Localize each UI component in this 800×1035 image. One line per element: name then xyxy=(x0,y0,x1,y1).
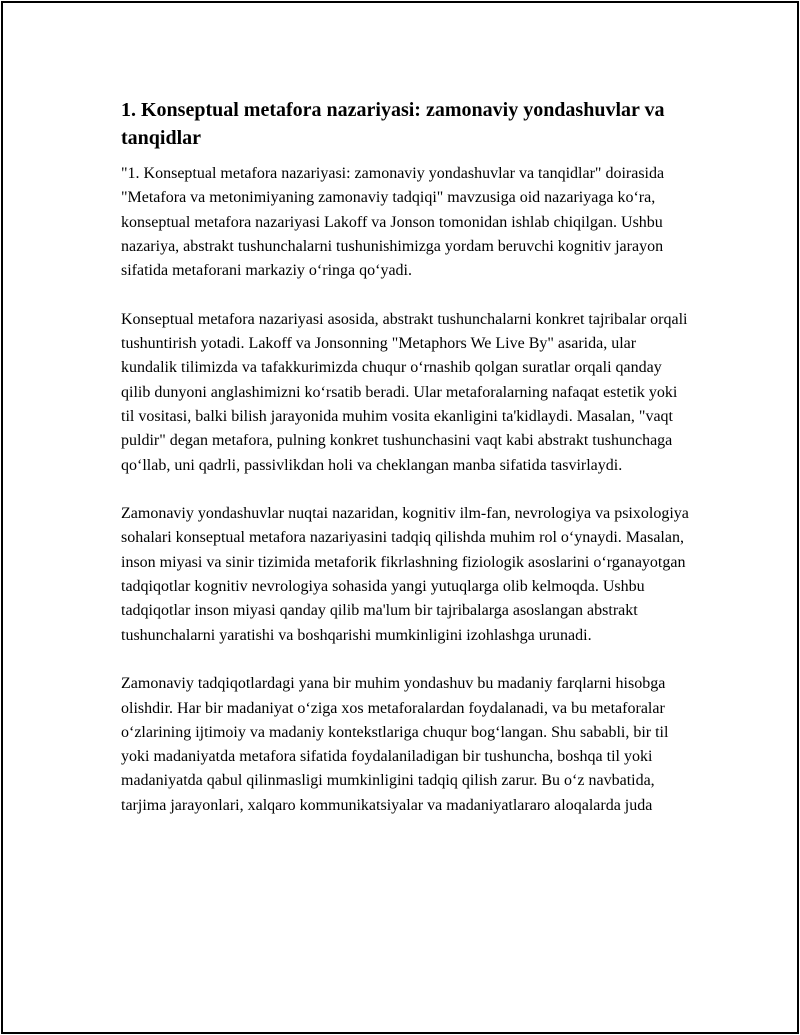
paragraph-3: Zamonaviy yondashuvlar nuqtai nazaridan, kognitiv ilm-fan, nevrologiya va psixologiya sohalari konseptual metafora nazariyasini tadqiq qilishda muhim rol o‘ynaydi. Masalan, inson miyasi va sinir tizimida metaforik fikrlashning fiziologik asoslarini o‘rganayotgan tadqiqotlar kognitiv nevrologiya sohasida yangi yutuqlarga olib kelmoqda. Ushbu tadqiqotlar inson miyasi qanday qilib ma'lum bir tajribalarga asoslangan abstrakt tushunchalarni yaratishi va boshqarishi mumkinligini izohlashga urunadi. xyxy=(121,505,689,644)
paragraph-4: Zamonaviy tadqiqotlardagi yana bir muhim yondashuv bu madaniy farqlarni hisobga olishdir. Har bir madaniyat o‘ziga xos metaforalardan foydalanadi, va bu metaforalar o‘zlarining ijtimoiy va madaniy kontekstlariga chuqur bog‘langan. Shu sababli, bir til yoki madaniyatda metafora sifatida foydalaniladigan bir tushuncha, boshqa til yoki madaniyatda qabul qilinmasligi mumkinligini tadqiq qilish zarur. Bu o‘z navbatida, tarjima jarayonlari, xalqaro kommunikatsiyalar va madaniyatlararo aloqalarda juda xyxy=(121,675,669,814)
page-frame xyxy=(1,1,799,1034)
paragraph-1: "1. Konseptual metafora nazariyasi: zamonaviy yondashuvlar va tanqidlar" doirasida "Metafora va metonimiyaning zamonaviy tadqiqi" mavzusiga oid nazariyaga ko‘ra, konseptual metafora nazariyasi Lakoff va Jonson tomonidan ishlab chiqilgan. Ushbu nazariya, abstrakt tushunchalarni tushunishimizga yordam beruvchi kognitiv jarayon sifatida metaforani markaziy o‘ringa qo‘yadi. xyxy=(121,165,665,280)
document-body xyxy=(121,96,693,842)
section-heading: 1. Konseptual metafora nazariyasi: zamonaviy yondashuvlar va tanqidlar xyxy=(121,99,665,149)
paragraph-2: Konseptual metafora nazariyasi asosida, abstrakt tushunchalarni konkret tajribalar orqali tushuntirish yotadi. Lakoff va Jonsonning "Metaphors We Live By" asarida, ular kundalik tilimizda va tafakkurimizda chuqur o‘rnashib qolgan suratlar orqali qanday qilib dunyoni anglashimizni ko‘rsatib beradi. Ular metaforalarning nafaqat estetik yoki til vositasi, balki bilish jarayonida muhim vosita ekanligini ta'kidlaydi. Masalan, "vaqt puldir" degan metafora, pulning konkret tushunchasini vaqt kabi abstrakt tushunchaga qo‘llab, uni qadrli, passivlikdan holi va cheklangan manba sifatida tasvirlaydi. xyxy=(121,310,688,474)
